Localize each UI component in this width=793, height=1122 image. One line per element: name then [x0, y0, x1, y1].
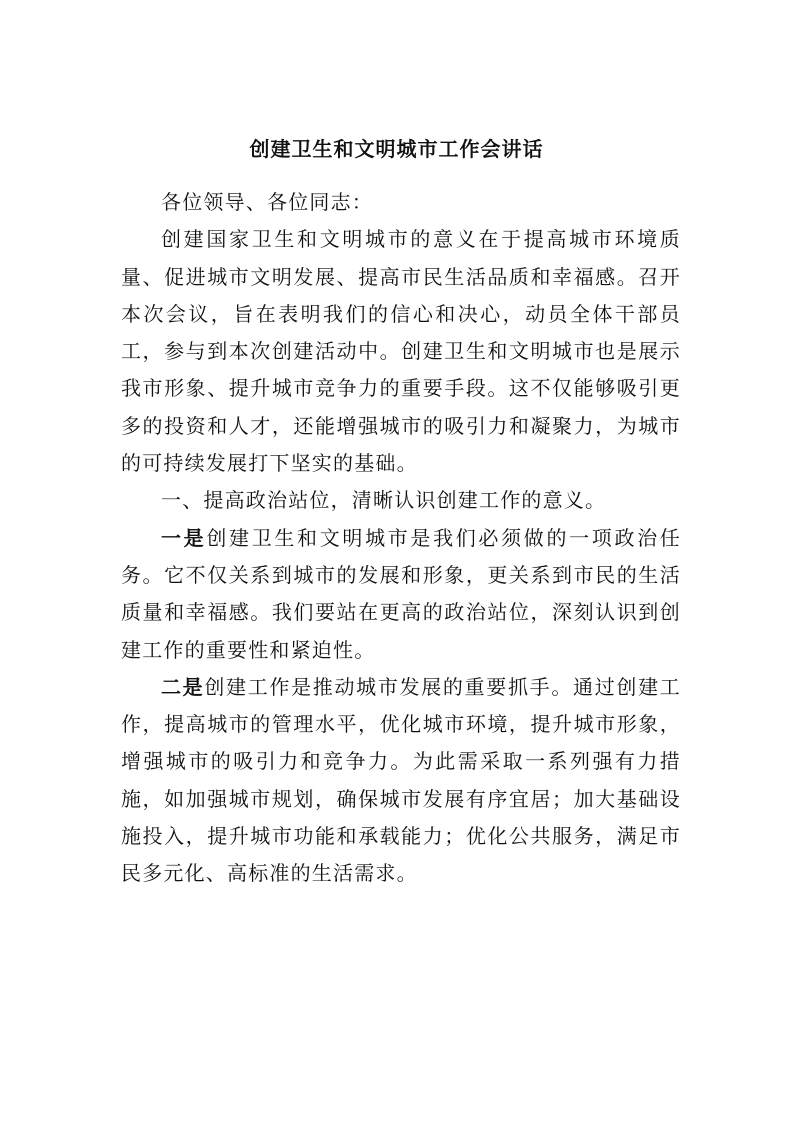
point-text-2: 创建工作是推动城市发展的重要抓手。通过创建工作，提高城市的管理水平，优化城市环境，提升城市形象，增强城市的吸引力和竞争力。为此需采取一系列强有力措施，如加强城市规划，确保城市发展有序宜居；加大基础设施投入，提升城市功能和承载能力；优化公共服务，满足市民多元化、高标准的生活需求。	[121, 674, 681, 886]
document-body	[121, 184, 681, 893]
point-lead-1: 一是	[161, 525, 207, 550]
point-paragraph-1	[121, 520, 681, 669]
page-title: 创建卫生和文明城市工作会讲话	[249, 137, 544, 161]
salutation: 各位领导、各位同志：	[161, 190, 373, 214]
section-heading-1: 一、提高政治站位，清晰认识创建工作的意义。	[161, 488, 607, 513]
intro-paragraph: 创建国家卫生和文明城市的意义在于提高城市环境质量、促进城市文明发展、提高市民生活品质和幸福感。召开本次会议，旨在表明我们的信心和决心，动员全体干部员工，参与到本次创建活动中。创建卫生和文明城市也是展示我市形象、提升城市竞争力的重要手段。这不仅能够吸引更多的投资和人才，还能增强城市的吸引力和凝聚力，为城市的可持续发展打下坚实的基础。	[121, 227, 681, 476]
point-text-1: 创建卫生和文明城市是我们必须做的一项政治任务。它不仅关系到城市的发展和形象，更关系到市民的生活质量和幸福感。我们要站在更高的政治站位，深刻认识到创建工作的重要性和紧迫性。	[121, 525, 682, 662]
point-lead-2: 二是	[161, 674, 205, 699]
point-paragraph-2	[121, 669, 681, 893]
